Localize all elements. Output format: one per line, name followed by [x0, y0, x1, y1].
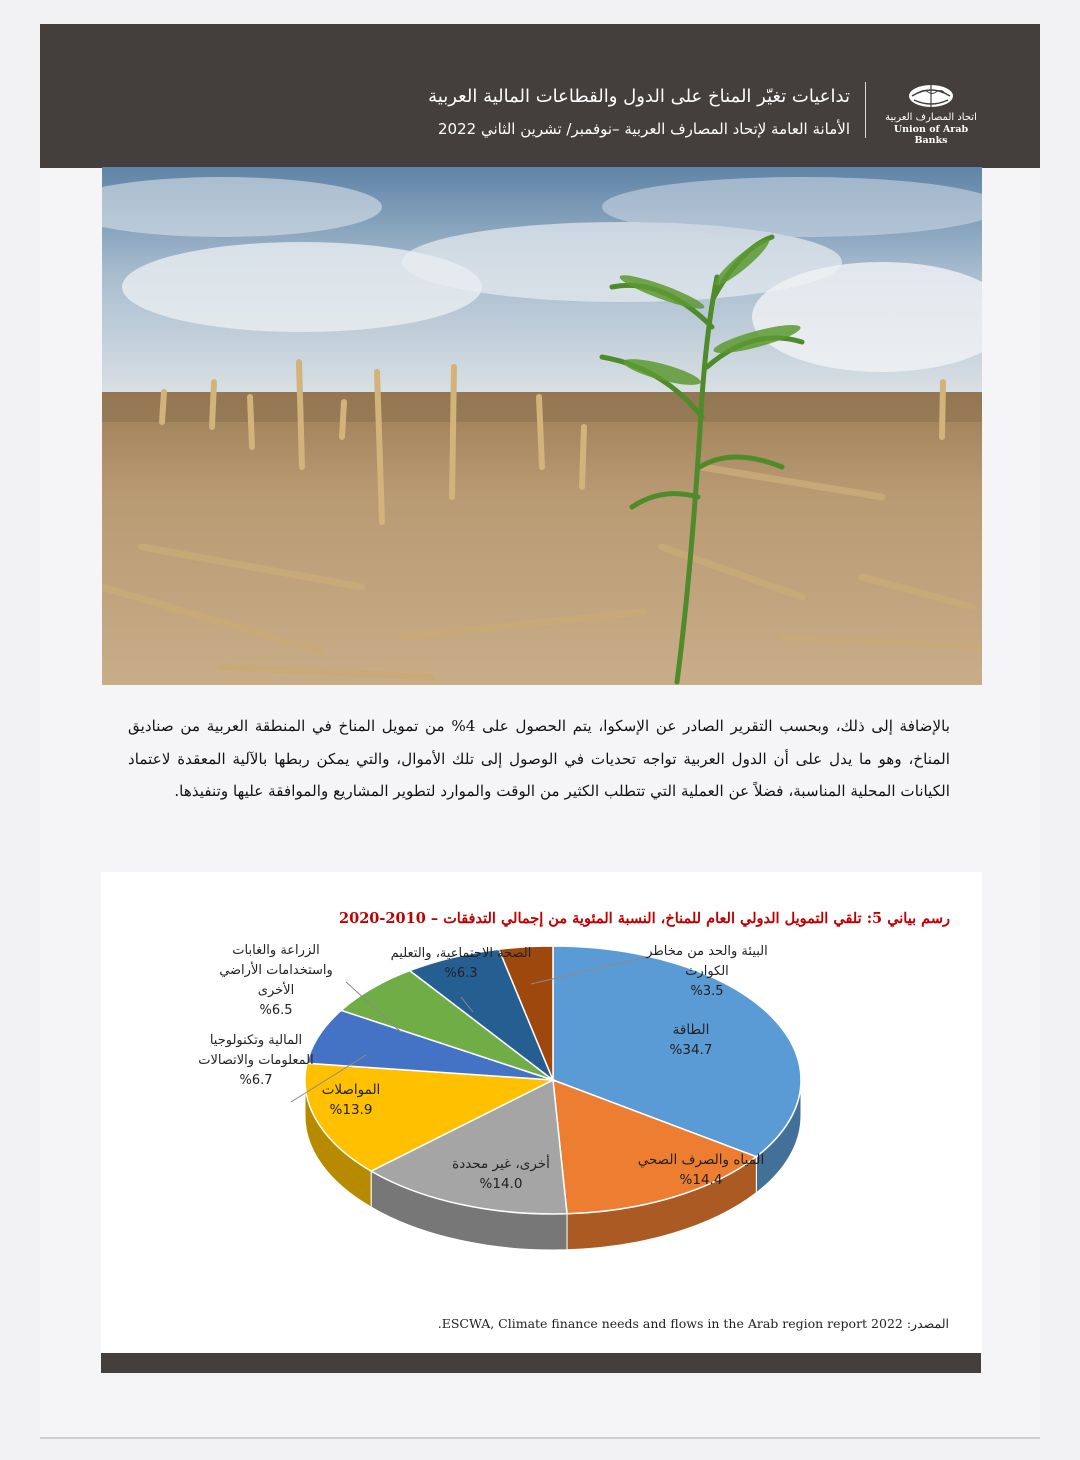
chart-title: رسم بياني 5: تلقي التمويل الدولي العام للمناخ، النسبة المئوية من إجمالي التدفقات – 2010-2020 [339, 910, 950, 927]
slice-label-6: الصحة الاجتماعية، والتعليم %6.3 [390, 946, 532, 981]
slice-label-7: البيئة والحد من مخاطر الكوارث %3.5 [646, 944, 768, 999]
page [40, 24, 1040, 1438]
slice-label-0: الطاقة %34.7 [669, 1022, 713, 1058]
pie-chart-figure [101, 872, 982, 1353]
slice-label-1: المياه والصرف الصحي %14.4 [637, 1152, 765, 1188]
slice-label-3: المواصلات %13.9 [321, 1082, 381, 1118]
logo-english-text: Union of Arab Banks [893, 124, 969, 146]
header-title: تداعيات تغيّر المناخ على الدول والقطاعات المالية العربية [428, 86, 850, 107]
document-header [40, 24, 1040, 168]
page-bottom-edge [40, 1437, 1040, 1439]
union-of-arab-banks-logo [876, 82, 986, 146]
header-divider [865, 82, 866, 138]
header-subtitle: الأمانة العامة لإتحاد المصارف العربية –نوفمبر/ تشرين الثاني 2022 [438, 120, 850, 138]
slice-label-5: الزراعة والغابات واستخدامات الأراضي الأخرى %6.5 [219, 943, 333, 1018]
logo-arabic-text: اتحاد المصارف العربية [885, 112, 977, 123]
slice-label-2: أخرى، غير محددة %14.0 [452, 1156, 550, 1192]
pie-chart-svg [101, 872, 982, 1312]
drought-cornfield-photo [102, 167, 982, 685]
body-paragraph: بالإضافة إلى ذلك، وبحسب التقرير الصادر عن الإسكوا، يتم الحصول على 4% من تمويل المناخ في المنطقة العربية من صناديق المناخ، وهو ما يدل على أن الدول العربية تواجه تحديات في الوصول إلى تلك الأموال، والتي يمكن ربطها بالآلية المعقدة لاعتماد الكيانات المحلية المناسبة، فضلاً عن العملية التي تتطلب الكثير من الوقت والموارد لتطوير المشاريع والموافقة عليها وتنفيذها. [128, 717, 951, 800]
globe-logo-icon [876, 82, 986, 112]
footer-bar [101, 1353, 981, 1373]
slice-label-4: المالية وتكنولوجيا المعلومات والاتصالات %6.7 [198, 1033, 314, 1088]
chart-source: المصدر: ESCWA, Climate finance needs and flows in the Arab region report 2022. [437, 1316, 949, 1331]
